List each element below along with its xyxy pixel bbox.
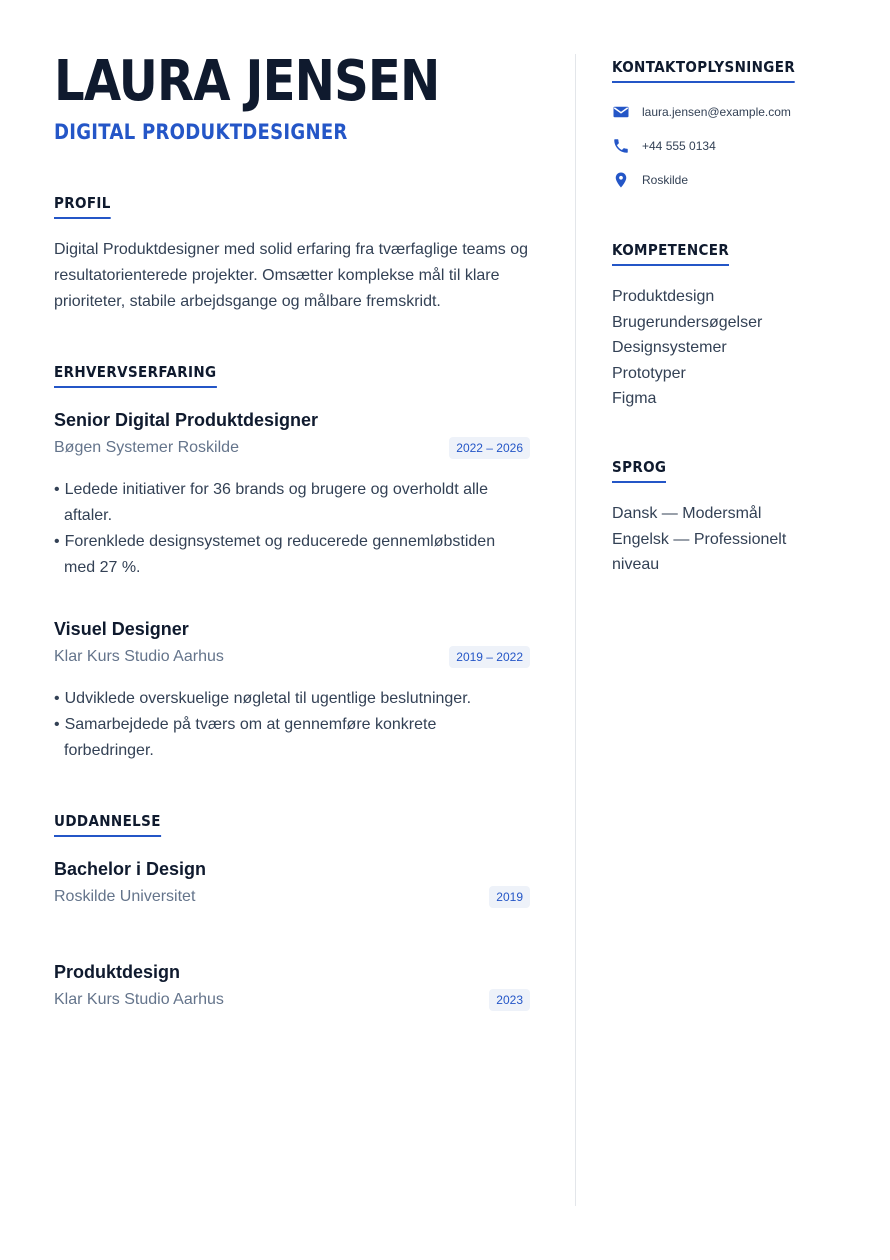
education-year-badge: 2023 bbox=[489, 989, 530, 1011]
job-bullets bbox=[54, 686, 530, 764]
sidebar-column bbox=[612, 52, 852, 578]
degree-title: Produktdesign bbox=[54, 962, 181, 982]
column-divider bbox=[575, 54, 576, 1206]
skill-item: Prototyper bbox=[612, 364, 686, 382]
job-period-badge: 2019 – 2022 bbox=[449, 646, 530, 668]
job-company: Bøgen Systemer Roskilde bbox=[54, 439, 239, 456]
degree-title: Bachelor i Design bbox=[54, 859, 207, 879]
phone-icon bbox=[612, 137, 630, 155]
job-company: Klar Kurs Studio Aarhus bbox=[54, 648, 224, 665]
experience-heading: ERHVERVSERFARING bbox=[54, 363, 216, 388]
job-title: Senior Digital Produktdesigner bbox=[54, 410, 319, 430]
profile-text: Digital Produktdesigner med solid erfaring fra tværfaglige teams og resultatorienterede projekter. Omsætter komplekse mål til klare prioriteter, stabile arbejdsgange og målbare fremskridt. bbox=[54, 241, 529, 310]
education-entry bbox=[54, 960, 530, 1011]
education-entry bbox=[54, 857, 530, 908]
job-entry bbox=[54, 408, 530, 581]
contact-phone bbox=[612, 129, 852, 163]
school-name: Roskilde Universitet bbox=[54, 888, 196, 905]
contact-location bbox=[612, 163, 852, 197]
skills-heading: KOMPETENCER bbox=[612, 241, 729, 266]
language-item: Dansk — Modersmål bbox=[612, 504, 762, 522]
education-section bbox=[54, 812, 530, 1011]
skill-item: Designsystemer bbox=[612, 339, 727, 357]
location-pin-icon bbox=[612, 171, 630, 189]
skill-item: Brugerundersøgelser bbox=[612, 313, 763, 331]
job-bullet: • Ledede initiativer for 36 brands og brugere og overholdt alle aftaler. bbox=[54, 477, 530, 529]
job-period-badge: 2022 – 2026 bbox=[449, 437, 530, 459]
education-heading: UDDANNELSE bbox=[54, 812, 161, 837]
location-text: Roskilde bbox=[642, 173, 689, 187]
phone-text: +44 555 0134 bbox=[642, 139, 716, 153]
contact-email bbox=[612, 95, 852, 129]
languages-section bbox=[612, 458, 852, 578]
job-bullets bbox=[54, 477, 530, 581]
contact-heading: KONTAKTOPLYSNINGER bbox=[612, 58, 795, 83]
candidate-name: LAURA JENSEN bbox=[54, 49, 440, 114]
skill-item: Produktdesign bbox=[612, 288, 715, 305]
language-item: Engelsk — Professionelt niveau bbox=[612, 530, 787, 574]
skill-item: Figma bbox=[612, 390, 657, 408]
mail-icon bbox=[612, 103, 630, 121]
main-column bbox=[54, 49, 530, 1011]
job-title: Visuel Designer bbox=[54, 619, 189, 639]
languages-heading: SPROG bbox=[612, 458, 666, 483]
candidate-title: DIGITAL PRODUKTDESIGNER bbox=[54, 120, 348, 144]
job-bullet: • Udviklede overskuelige nøgletal til ugentlige beslutninger. bbox=[54, 686, 530, 712]
email-text: laura.jensen@example.com bbox=[642, 105, 791, 119]
profile-section bbox=[54, 194, 530, 315]
education-year-badge: 2019 bbox=[489, 886, 530, 908]
job-entry bbox=[54, 617, 530, 764]
job-bullet: • Samarbejdede på tværs om at gennemføre konkrete forbedringer. bbox=[54, 712, 530, 764]
skills-section bbox=[612, 241, 852, 412]
contact-section bbox=[612, 58, 852, 197]
school-name: Klar Kurs Studio Aarhus bbox=[54, 991, 224, 1008]
profile-heading: PROFIL bbox=[54, 194, 111, 219]
experience-section bbox=[54, 363, 530, 764]
job-bullet: • Forenklede designsystemet og reducerede gennemløbstiden med 27 %. bbox=[54, 529, 530, 581]
